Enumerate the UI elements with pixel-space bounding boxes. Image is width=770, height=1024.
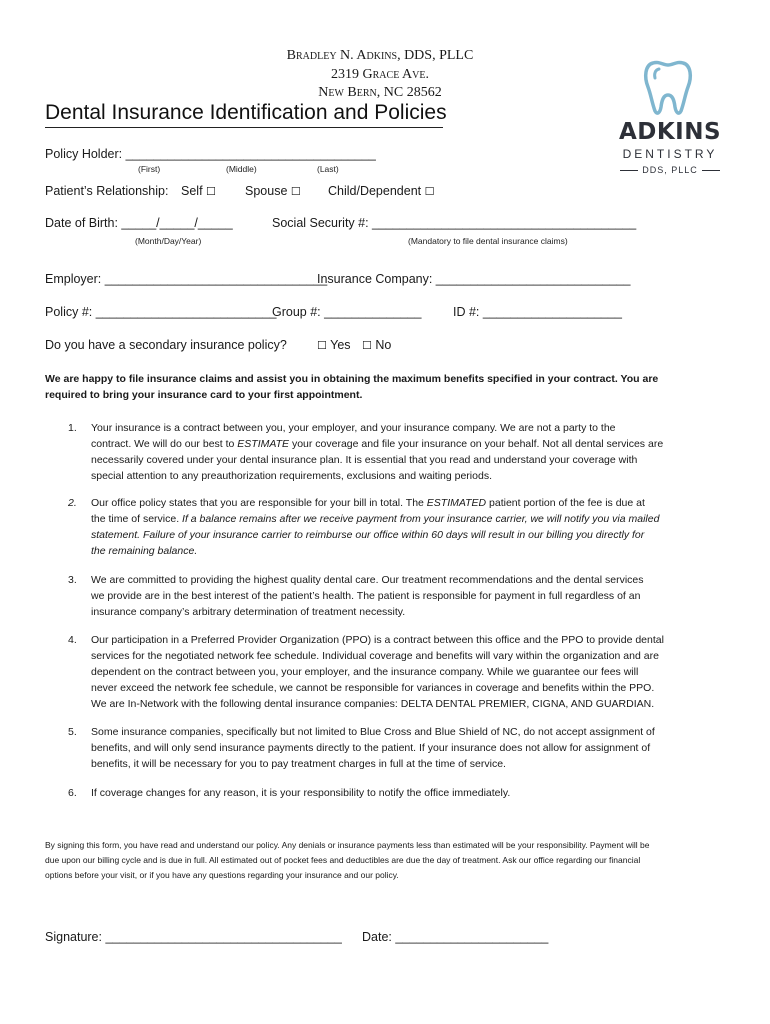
yes-checkbox[interactable]: ☐ [317, 339, 327, 352]
secondary-no-option[interactable] [362, 338, 391, 352]
employer-field[interactable]: Employer: ________________________________ [45, 272, 328, 286]
self-label: Self [181, 184, 203, 198]
date-of-birth-hint: (Month/Day/Year) [135, 236, 202, 246]
practice-logo [615, 55, 725, 185]
page-title: Dental Insurance Identification and Policies [45, 101, 447, 124]
spouse-checkbox[interactable]: ☐ [290, 185, 301, 198]
relationship-self-option[interactable] [181, 184, 216, 198]
middle-name-hint: (Middle) [226, 164, 257, 174]
insurance-company-field[interactable]: Insurance Company: ____________________________ [317, 272, 631, 286]
date-of-birth-field[interactable]: Date of Birth: _____/_____/_____ [45, 216, 233, 230]
relationship-spouse-option[interactable] [245, 184, 301, 198]
policy-2-line-1: Our office policy states that you are responsible for your bill in total. The ESTIMATED patient portion of the fee is due at [91, 497, 645, 509]
intro-line: required to bring your insurance card to your first appointment. [45, 389, 363, 401]
secondary-insurance-question: Do you have a secondary insurance policy? [45, 338, 287, 352]
intro-line: We are happy to file insurance claims and assist you in obtaining the maximum benefits specified in your contract. You are [45, 373, 659, 385]
relationship-label: Patient’s Relationship: [45, 184, 169, 198]
date-field[interactable]: Date: ______________________ [362, 930, 549, 944]
logo-subtitle: DENTISTRY [622, 147, 718, 161]
secondary-yes-option[interactable] [317, 338, 351, 352]
no-label: No [375, 338, 392, 352]
practice-street: 2319 Grace Ave. [331, 67, 429, 82]
relationship-child-option[interactable] [328, 184, 434, 198]
self-checkbox[interactable]: ☐ [206, 185, 216, 198]
spouse-label: Spouse [245, 184, 288, 198]
social-security-field[interactable]: Social Security #: ______________________________________ [272, 216, 637, 230]
practice-name: Bradley N. Adkins, DDS, PLLC [286, 48, 474, 63]
policy-holder-field[interactable]: Policy Holder: ____________________________________ [45, 147, 376, 161]
intro-paragraph [45, 371, 735, 403]
yes-label: Yes [330, 338, 351, 352]
policy-number-field[interactable]: Policy #: __________________________ [45, 305, 277, 319]
child-label: Child/Dependent [328, 184, 422, 198]
policy-1-line-2: contract. We will do our best to ESTIMATE your coverage and file your insurance on your behalf. Not all dental services are [91, 438, 664, 450]
id-number-field[interactable]: ID #: ____________________ [453, 305, 622, 319]
disclaimer: By signing this form, you have read and understand our policy. Any denials or insurance payments less than estimated will be your responsibility. Payment will be due upon our billing cycle and is due in full. All estimated out of pocket fees and deductibles are due the day of treatment. Ask our office regarding our financial options before your visit, or if you have any questions regarding your insurance and our policy. [45, 840, 650, 880]
logo-suffix: DDS, PLLC [615, 165, 725, 175]
last-name-hint: (Last) [317, 164, 339, 174]
policy-2-line-2: the time of service. If a balance remains after we receive payment from your insurance carrier, we will notify you via mailed [91, 513, 660, 525]
group-number-field[interactable]: Group #: ______________ [272, 305, 422, 319]
child-checkbox[interactable]: ☐ [424, 185, 435, 198]
tooth-icon [615, 55, 725, 117]
first-name-hint: (First) [138, 164, 161, 174]
social-security-hint: (Mandatory to file dental insurance claims) [408, 236, 568, 246]
title-underline [45, 127, 443, 128]
logo-wordmark: ADKINS [618, 119, 722, 145]
signature-field[interactable]: Signature: __________________________________ [45, 930, 342, 944]
practice-city: New Bern, NC 28562 [318, 85, 442, 100]
no-checkbox[interactable]: ☐ [362, 339, 372, 352]
